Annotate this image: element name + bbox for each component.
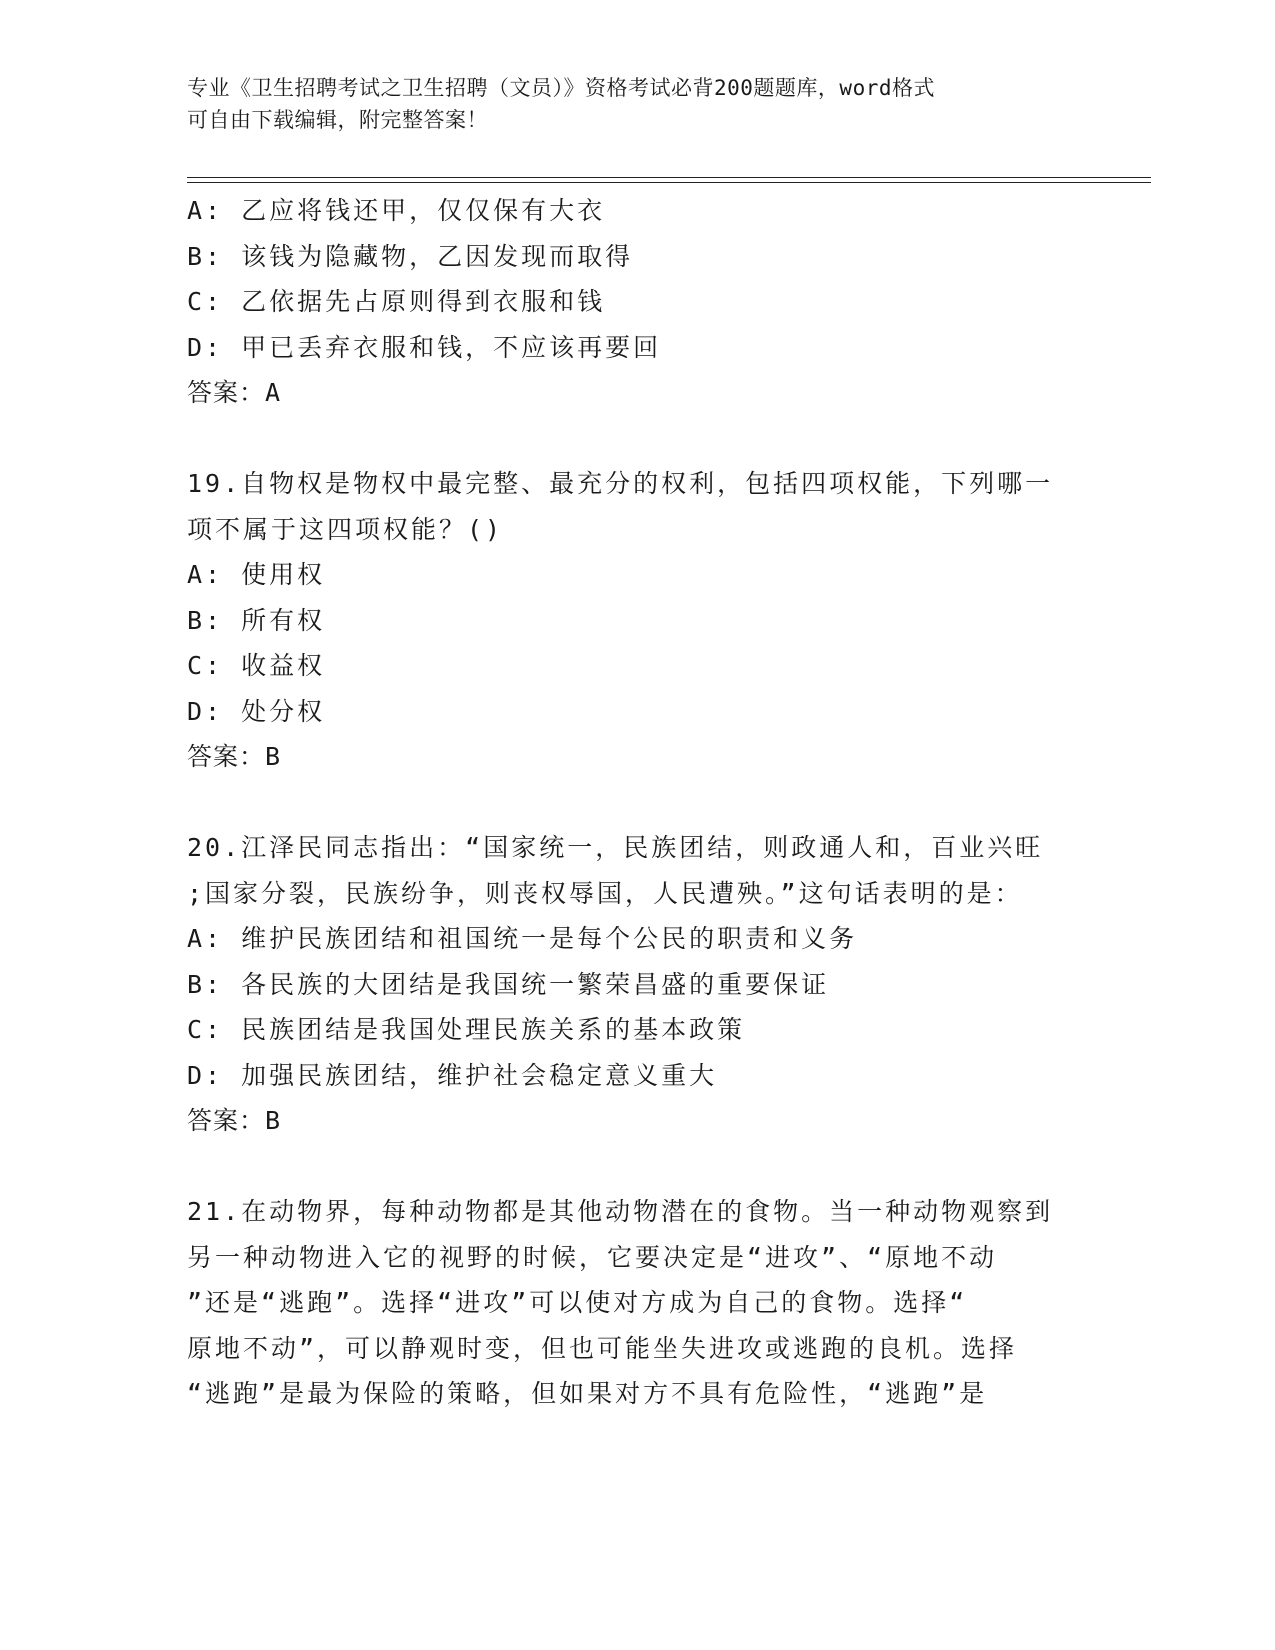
question-18: [187, 188, 1087, 416]
answer: 答案：B: [187, 1106, 282, 1135]
option-c: C: 民族团结是我国处理民族关系的基本政策: [187, 1015, 746, 1044]
document-body: [187, 188, 1087, 1417]
option-b: B: 该钱为隐藏物，乙因发现而取得: [187, 241, 634, 271]
option-d: D: 甲已丢弃衣服和钱，不应该再要回: [187, 332, 662, 362]
option-a: A: 维护民族团结和祖国统一是每个公民的职责和义务: [187, 924, 858, 953]
question-stem: ;国家分裂，民族纷争，则丧权辱国，人民遭殃。”这句话表明的是：: [187, 878, 1023, 908]
option-a: A: 乙应将钱还甲，仅仅保有大衣: [187, 196, 606, 225]
option-b: B: 所有权: [187, 605, 326, 635]
question-stem: 20.江泽民同志指出：“国家统一，民族团结，则政通人和，百业兴旺: [187, 833, 1044, 862]
spacer: [187, 780, 1087, 826]
question-stem: 另一种动物进入它的视野的时候，它要决定是“进攻”、“原地不动: [187, 1242, 998, 1272]
document-header: [187, 72, 1067, 136]
spacer: [187, 1144, 1087, 1190]
header-rule-top: [187, 177, 1151, 178]
option-c: C: 收益权: [187, 651, 326, 680]
answer: 答案：B: [187, 742, 282, 771]
option-d: D: 处分权: [187, 696, 326, 726]
option-d: D: 加强民族团结，维护社会稳定意义重大: [187, 1060, 718, 1090]
header-rule-bottom: [187, 182, 1151, 183]
question-stem: “逃跑”是最为保险的策略，但如果对方不具有危险性，“逃跑”是: [187, 1379, 988, 1408]
question-19: [187, 461, 1087, 780]
header-line-1: 专业《卫生招聘考试之卫生招聘（文员）》资格考试必背200题题库，word格式: [187, 76, 935, 100]
question-stem: 21.在动物界，每种动物都是其他动物潜在的食物。当一种动物观察到: [187, 1197, 1054, 1226]
question-21: [187, 1189, 1087, 1417]
header-line-2: 可自由下载编辑，附完整答案！: [187, 108, 488, 132]
question-stem: 19.自物权是物权中最完整、最充分的权利，包括四项权能，下列哪一: [187, 469, 1054, 498]
option-c: C: 乙依据先占原则得到衣服和钱: [187, 287, 606, 316]
question-stem: 项不属于这四项权能？(): [187, 514, 504, 544]
spacer: [187, 416, 1087, 462]
question-stem: 原地不动”，可以静观时变，但也可能坐失进攻或逃跑的良机。选择: [187, 1333, 1018, 1363]
answer: 答案：A: [187, 378, 282, 407]
question-20: [187, 825, 1087, 1144]
question-stem: ”还是“逃跑”。选择“进攻”可以使对方成为自己的食物。选择“: [187, 1288, 968, 1317]
option-a: A: 使用权: [187, 560, 326, 589]
option-b: B: 各民族的大团结是我国统一繁荣昌盛的重要保证: [187, 969, 830, 999]
